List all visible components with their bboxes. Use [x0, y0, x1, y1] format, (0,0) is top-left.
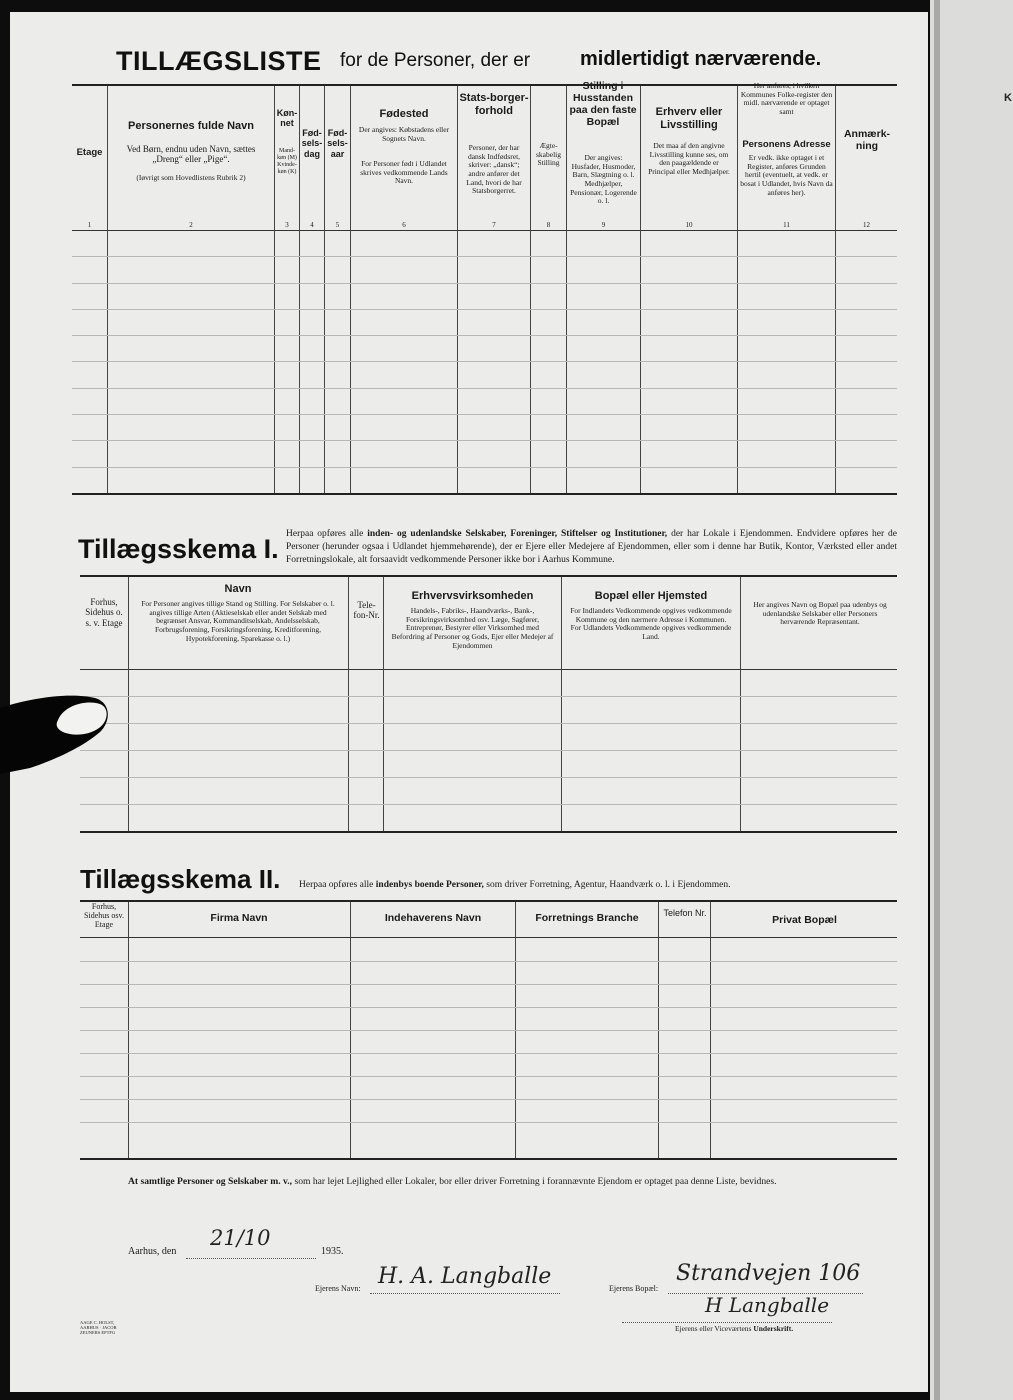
attestation-b: som har lejet Lejlighed eller Lokaler, bor eller driver Forretning i forannævnte Ejendom er optaget paa denne Liste, bevidnes.	[294, 1176, 777, 1187]
schema2-col-branch: Forretnings Branche	[535, 912, 639, 924]
col-number: 1	[87, 221, 92, 229]
s1-col-divider	[835, 86, 836, 493]
schema2-top-rule	[80, 900, 897, 902]
s1-row-line	[72, 388, 897, 389]
s1-col-name: Personernes fulde Navn	[128, 120, 254, 132]
s1-col-household-sub: Der angives: Husfader, Husmoder, Barn, Slægtning o. l. Medhjælper, Pensionær, Logerende o. l.	[570, 153, 637, 206]
attestation	[128, 1175, 898, 1188]
schema1-col-phone: Tele-fon-Nr.	[353, 600, 380, 621]
s1-col-divider	[457, 86, 458, 493]
schema1-row-line	[80, 723, 897, 724]
s1-col-occupation: Erhverv eller Livsstilling	[655, 106, 723, 131]
schema2-col-etage: Forhus, Sidehus osv. Etage	[84, 902, 124, 930]
signature-label-a: Ejerens eller Viceværtens	[675, 1324, 752, 1333]
next-page-edge	[930, 0, 1013, 1400]
s1-col-address: Personens Adresse	[742, 139, 831, 150]
schema2-col-firm: Firma Navn	[210, 912, 268, 924]
col-number: 4	[310, 221, 314, 229]
s1-col-remarks: Anmærk-ning	[843, 128, 891, 153]
date-year: 1935.	[321, 1246, 344, 1257]
schema2-row-line	[80, 1099, 897, 1100]
schema2-desc-c: som driver Forretning, Agentur, Haandværk o. l. i Ejendommen.	[486, 880, 731, 890]
signature-label	[675, 1324, 793, 1334]
s1-col-birthplace-sub: Der angives: Købstadens eller Sognets Navn.	[358, 125, 450, 143]
s1-col-divider	[566, 86, 567, 493]
schema1-row-line	[80, 777, 897, 778]
schema1-col-etage: Forhus, Sidehus o. s. v. Etage	[85, 597, 123, 628]
schema1-row-line	[80, 696, 897, 697]
s1-col-citizenship: Stats-borger-forhold	[459, 92, 529, 117]
col-number: 3	[285, 221, 289, 229]
schema1-row-line	[80, 804, 897, 805]
s1-row-line	[72, 361, 897, 362]
s1-row-line	[72, 335, 897, 336]
schema1-col-name: Navn	[224, 583, 252, 595]
s1-col-address-sub: Er vedk. ikke optaget i et Register, anføres Grunden hertil (eventuelt, at vedk. er bosat i Udlandet, hvis Navn da anføres her).	[740, 153, 833, 197]
schema1-col-business: Erhvervsvirksomheden	[411, 590, 534, 602]
schema1-col-divider	[383, 577, 384, 831]
schema1-bottom-rule	[80, 831, 897, 833]
s1-col-divider	[737, 86, 738, 493]
col-number: 5	[335, 221, 340, 229]
s1-col-marital: Ægte-skabelig Stilling	[536, 141, 561, 168]
s1-header-rule	[72, 230, 897, 231]
schema1-title: Tillægsskema I.	[78, 534, 279, 564]
form-title-bold: midlertidigt nærværende.	[580, 48, 822, 70]
col-number: 6	[402, 221, 406, 229]
schema1-desc-b: inden- og udenlandske Selskaber, Foreninger, Stiftelser og Institutioner,	[367, 529, 668, 539]
col-number: 2	[189, 221, 193, 229]
form-title-main: TILLÆGSLISTE	[116, 46, 322, 76]
date-place-label: Aarhus, den	[128, 1246, 177, 1257]
schema1-col-residence: Bopæl eller Hjemsted	[594, 590, 708, 602]
schema1-col-residence-sub: For Indlandets Vedkommende opgives vedkommende Kommune og den nærmere Adresse i Kommunen. For Udlandets Vedkommende opgives vedkommende Land.	[570, 606, 732, 641]
schema2-row-line	[80, 961, 897, 962]
s1-row-line	[72, 414, 897, 415]
schema2-description	[299, 879, 899, 892]
schema1-col-divider	[561, 577, 562, 831]
schema2-row-line	[80, 1007, 897, 1008]
s1-bottom-rule	[72, 493, 897, 495]
s1-col-birthday: Fød-sels-dag	[301, 128, 323, 159]
schema2-col-address: Privat Bopæl	[772, 914, 837, 926]
attestation-a: At samtlige Personer og Selskaber m. v.,	[128, 1176, 293, 1187]
s1-col-sex-sub: Mand-køn (M) Kvinde-køn (K)	[277, 148, 297, 175]
schema1-col-representative: Her angives Navn og Bopæl paa udenbys og udenlandske Selskaber eller Personers herværende Repræsentant.	[753, 600, 887, 627]
owner-name-handwritten: H. A. Langballe	[378, 1264, 552, 1289]
printer-imprint: AAGE C. HOLST, AARHUS · JACOB ZEUNERS EFTFG	[80, 1320, 117, 1336]
schema2-row-line	[80, 1122, 897, 1123]
col-number: 7	[492, 221, 496, 229]
schema1-description	[286, 528, 897, 567]
s1-col-sex: Køn-net	[276, 108, 298, 129]
schema2-desc-a: Herpaa opføres alle	[299, 880, 374, 890]
schema1-top-rule	[80, 575, 897, 577]
s1-col-divider	[107, 86, 108, 493]
schema2-row-line	[80, 1076, 897, 1077]
schema1-col-business-sub: Handels-, Fabriks-, Haandværks-, Bank-, Forsikringsvirksomhed osv. Læge, Sagfører, Entreprenør, Bestyrer eller Virksomhed med Befordring af Personer og Gods, Ejer eller Medejer af Ejendommen	[391, 606, 554, 650]
schema1-header-rule	[80, 669, 897, 670]
schema1-col-divider	[128, 577, 129, 831]
next-page-mark: K	[1004, 92, 1012, 104]
schema1-col-divider	[740, 577, 741, 831]
holding-finger	[0, 690, 120, 800]
s1-col-address-pre: Her anføres, i hvilken Kommunes Folke-register den midl. nærværende er optaget samt	[740, 81, 833, 116]
schema1-desc-a: Herpaa opføres alle	[286, 529, 364, 539]
schema1-desc-c: der har Lokale i Ejendommen. Endvidere opføres her de Personer (herunder ogsaa i Udlandet hjemmehørende), der er Ejere eller Medejere af Ejendommen, eller som i denne har Butik, Kontor, Værksted eller andet Forretningslokale, alt forsaavidt vedkommende Personer ikke bor i Aarhus Kommune.	[286, 529, 897, 566]
date-handwritten: 21/10	[210, 1226, 271, 1250]
s1-row-line	[72, 440, 897, 441]
signature-line	[622, 1322, 832, 1323]
s1-col-birthplace-note: For Personer født i Udlandet skrives vedkommende Lands Navn.	[360, 159, 448, 186]
s1-col-divider	[640, 86, 641, 493]
schema2-desc-b: indenbys boende Personer,	[375, 880, 484, 890]
owner-address-label: Ejerens Bopæl:	[609, 1284, 659, 1293]
owner-name-line	[370, 1293, 560, 1294]
schema2-header-rule	[80, 937, 897, 938]
date-line	[186, 1258, 316, 1259]
s1-col-birthplace: Fødested	[379, 108, 429, 120]
col-number: 12	[863, 221, 870, 229]
schema2-title: Tillægsskema II.	[80, 864, 281, 894]
col-number: 11	[783, 221, 790, 229]
binding-strip	[934, 0, 940, 1400]
owner-address-handwritten: Strandvejen 106	[676, 1261, 861, 1286]
schema1-row-line	[80, 750, 897, 751]
s1-row-line	[72, 256, 897, 257]
col-number: 8	[546, 221, 551, 229]
schema1-col-divider	[348, 577, 349, 831]
s1-row-line	[72, 283, 897, 284]
col-number: 9	[601, 221, 606, 229]
schema1-col-name-sub: For Personer angives tillige Stand og Stilling. For Selskaber o. l. angives tillige Arten (Aktieselskab eller andet Selskab med begrænset Ansvar, Kommanditselskab, Andelsselskab, Forbrugsforening, Forsikringsforening, Kreditforening, Hypotekforening, Sparekasse o. l.)	[141, 599, 335, 643]
schema2-row-line	[80, 1030, 897, 1031]
schema2-col-phone: Telefon Nr.	[663, 908, 707, 918]
s1-col-citizenship-sub: Personer, der har dansk Indfødsret, skriver: „dansk“; andre anfører det Land, hvori de har Statsborgerret.	[466, 143, 522, 196]
s1-col-name-note: (Iøvrigt som Hovedlistens Rubrik 2)	[136, 173, 246, 182]
form-title-rest: for de Personer, der er	[340, 50, 531, 71]
s1-col-occupation-sub: Det maa af den angivne Livsstilling kunne ses, om den paagældende er Principal eller Medhjælper.	[648, 141, 730, 176]
s1-row-line	[72, 467, 897, 468]
schema2-row-line	[80, 984, 897, 985]
schema2-bottom-rule	[80, 1158, 897, 1160]
signature-label-b: Underskrift.	[753, 1324, 794, 1333]
owner-name-label: Ejerens Navn:	[315, 1284, 361, 1293]
signature-handwritten: H Langballe	[705, 1293, 830, 1317]
col-number: 10	[685, 221, 693, 229]
s1-col-name-sub: Ved Børn, endnu uden Navn, sættes „Dreng“ eller „Pige“.	[126, 144, 256, 165]
s1-col-etage: Etage	[76, 147, 103, 158]
s1-col-divider	[350, 86, 351, 493]
s1-col-household: Stilling i Husstanden paa den faste Bopæl	[569, 80, 637, 129]
s1-col-birthyear: Fød-sels-aar	[327, 128, 348, 159]
schema2-row-line	[80, 1053, 897, 1054]
s1-row-line	[72, 309, 897, 310]
schema2-col-owner: Indehaverens Navn	[384, 912, 482, 924]
